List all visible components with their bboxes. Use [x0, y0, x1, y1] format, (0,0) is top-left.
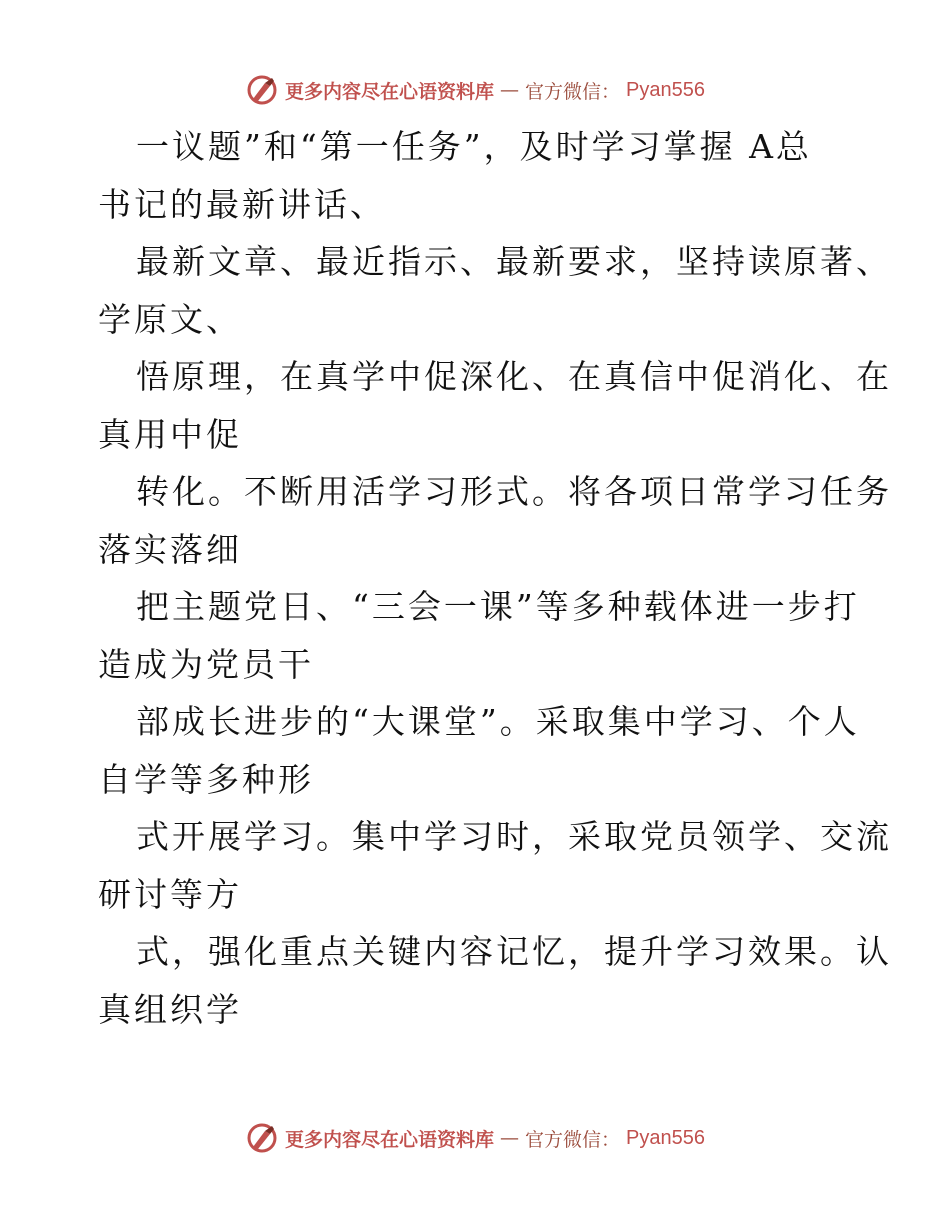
header-brand-text: 更多内容尽在心语资料库	[285, 80, 495, 103]
body-line: 真用中促	[98, 414, 242, 454]
header-wechat-id: Pyan556	[626, 78, 705, 101]
body-line: 学原文、	[98, 299, 242, 339]
footer-wechat-id: Pyan556	[626, 1126, 705, 1149]
body-line: 自学等多种形	[98, 759, 314, 799]
header-banner	[0, 70, 950, 110]
body-line: 部成长进步的“大课堂”。采取集中学习、个人	[136, 702, 860, 741]
body-line: 造成为党员干	[98, 644, 314, 684]
footer-banner	[0, 1118, 950, 1158]
body-line: 把主题党日、“三会一课”等多种载体进一步打	[136, 587, 860, 626]
footer-dash: —	[500, 1127, 520, 1149]
body-line: 转化。不断用活学习形式。将各项日常学习任务	[136, 472, 892, 511]
body-line: 式，强化重点关键内容记忆，提升学习效果。认	[136, 932, 892, 971]
footer-brand-text: 更多内容尽在心语资料库	[285, 1128, 495, 1151]
body-line: 一议题”和“第一任务”，及时学习掌握 A总	[136, 127, 812, 166]
header-wechat-label: 官方微信：	[525, 80, 621, 103]
body-line: 真组织学	[98, 989, 242, 1029]
header-dash: —	[500, 79, 520, 101]
body-line: 落实落细	[98, 529, 242, 569]
pen-nib-logo-icon	[245, 1121, 279, 1155]
body-line: 悟原理，在真学中促深化、在真信中促消化、在	[136, 357, 892, 396]
body-line: 研讨等方	[98, 874, 242, 914]
body-line: 书记的最新讲话、	[98, 184, 386, 224]
body-line: 最新文章、最近指示、最新要求，坚持读原著、	[136, 242, 892, 281]
body-text	[98, 118, 892, 1038]
footer-wechat-label: 官方微信：	[525, 1128, 621, 1151]
body-line: 式开展学习。集中学习时，采取党员领学、交流	[136, 817, 892, 856]
pen-nib-logo-icon	[245, 73, 279, 107]
